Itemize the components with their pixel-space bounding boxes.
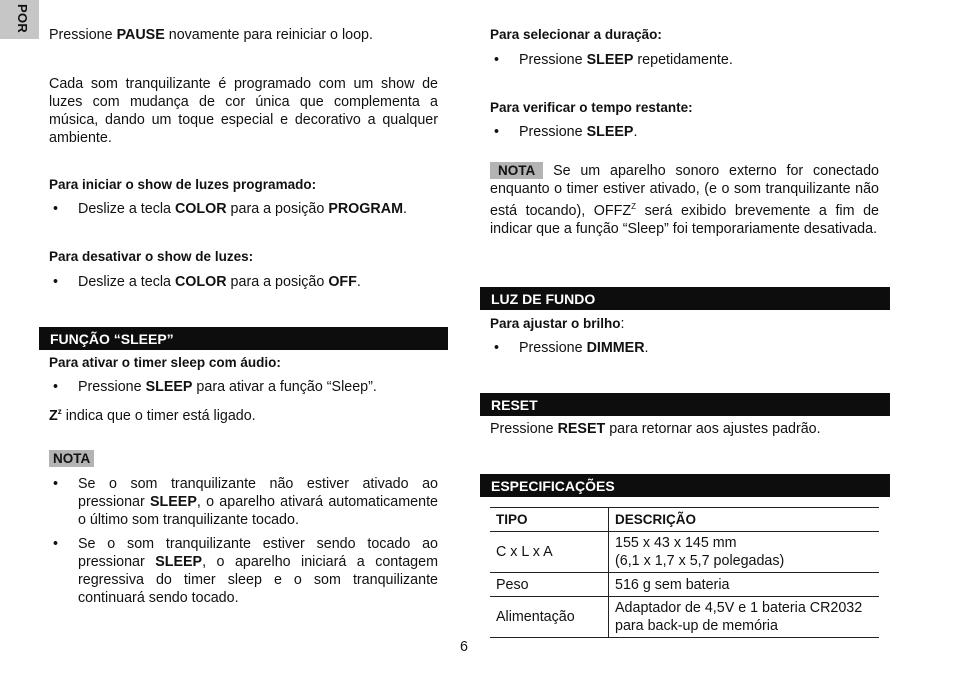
specs-section-header: ESPECIFICAÇÕES: [480, 474, 890, 497]
bullet-dot: •: [53, 274, 59, 290]
light-show-paragraph: Cada som tranquilizante é programado com um show de luzes com mudança de cor única que complementa a música, dando um toque especial e decorativo a qualquer ambiente.: [49, 76, 438, 146]
remaining-bullet: Pressione SLEEP.: [519, 124, 638, 140]
nota-badge-left: NOTA: [49, 451, 94, 467]
nota-bullet-2: Se o som tranquilizante estiver sendo tocado ao pressionar SLEEP, o aparelho iniciará a contagem regressiva do timer sleep e o som tranquilizante continuará sendo tocado.: [78, 536, 438, 606]
bullet-dot: •: [494, 340, 500, 356]
activate-heading: Para ativar o timer sleep com áudio:: [49, 355, 281, 370]
language-tab-label: POR: [15, 4, 30, 34]
table-cell: C x L x A: [490, 532, 609, 573]
start-show-bullet: Deslize a tecla COLOR para a posição PROGRAM.: [78, 201, 407, 217]
dimmer-bullet: Pressione DIMMER.: [519, 340, 649, 356]
reset-section-header: RESET: [480, 393, 890, 416]
table-cell: Peso: [490, 573, 609, 597]
start-show-heading: Para iniciar o show de luzes programado:: [49, 177, 317, 192]
bullet-dot: •: [494, 124, 500, 140]
sleep-section-header: FUNÇÃO “SLEEP”: [39, 327, 448, 350]
bullet-dot: •: [53, 536, 59, 552]
duration-bullet: Pressione SLEEP repetidamente.: [519, 52, 733, 68]
pause-key: PAUSE: [116, 27, 165, 43]
duration-heading: Para selecionar a duração:: [490, 27, 662, 42]
table-cell: Adaptador de 4,5V e 1 bateria CR2032 para back-up de memória: [609, 597, 880, 638]
table-cell: 516 g sem bateria: [609, 573, 880, 597]
zz-paragraph: $Z^z$ indica que o timer está ligado.: [49, 407, 256, 424]
bullet-dot: •: [53, 476, 59, 492]
activate-bullet: Pressione SLEEP para ativar a função “Sleep”.: [78, 379, 377, 395]
remaining-heading: Para verificar o tempo restante:: [490, 100, 693, 115]
reset-paragraph: Pressione RESET para retornar aos ajustes padrão.: [490, 421, 821, 437]
nota-bullet-1: Se o som tranquilizante não estiver ativado ao pressionar SLEEP, o aparelho ativará automaticamente o último som tranquilizante tocado.: [78, 476, 438, 528]
language-tab: [0, 0, 39, 39]
table-cell: 155 x 43 x 145 mm (6,1 x 1,7 x 5,7 polegadas): [609, 532, 880, 573]
bullet-dot: •: [53, 201, 59, 217]
table-row: [490, 597, 879, 638]
specs-table: [490, 507, 879, 638]
table-row: [490, 532, 879, 573]
stop-show-bullet: Deslize a tecla COLOR para a posição OFF.: [78, 274, 361, 290]
header-cell: TIPO: [490, 508, 609, 532]
nota-paragraph-right: NOTA Se um aparelho sonoro externo for conectado enquanto o timer estiver ativado, (e o som tranquilizante não está tocando), $OFFZ^Z$ será exibido brevemente a fim de indicar que a função “Sleep” foi temporariamente desativada.: [490, 163, 879, 237]
backlight-section-header: LUZ DE FUNDO: [480, 287, 890, 310]
bullet-dot: •: [53, 379, 59, 395]
bullet-dot: •: [494, 52, 500, 68]
stop-show-heading: Para desativar o show de luzes:: [49, 249, 254, 264]
pause-paragraph: Pressione PAUSE novamente para reiniciar o loop.: [49, 27, 373, 43]
table-row: [490, 573, 879, 597]
table-header-row: [490, 508, 879, 532]
header-cell: DESCRIÇÃO: [609, 508, 880, 532]
table-cell: Alimentação: [490, 597, 609, 638]
page-number: 6: [460, 639, 468, 655]
brightness-heading: Para ajustar o brilho:: [490, 316, 625, 332]
nota-badge-right: NOTA: [490, 162, 543, 179]
